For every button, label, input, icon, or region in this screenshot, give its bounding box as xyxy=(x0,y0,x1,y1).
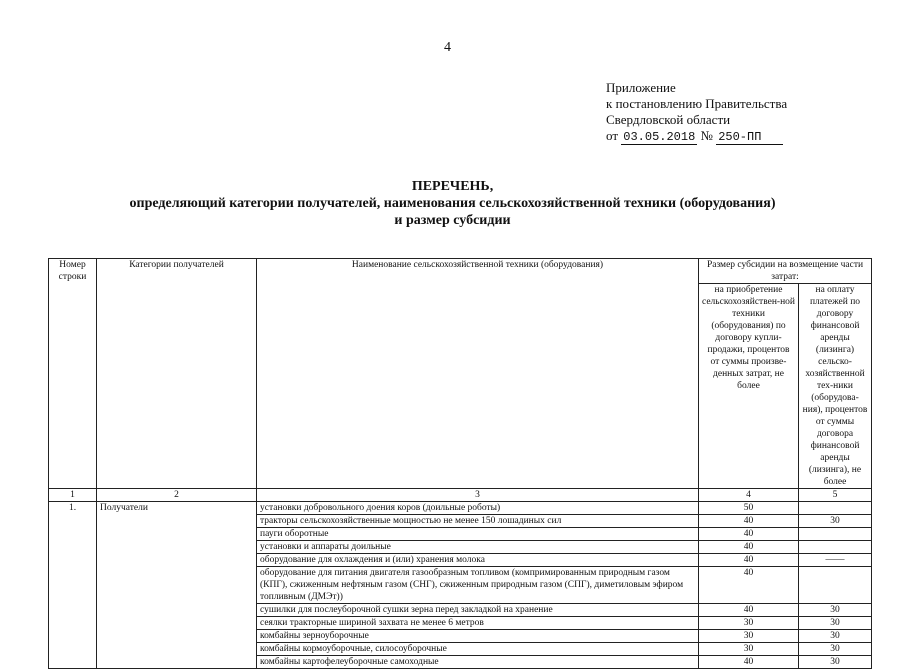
column-number: 4 xyxy=(699,489,799,502)
column-number: 1 xyxy=(49,489,97,502)
title-line-1: ПЕРЕЧЕНЬ, xyxy=(411,179,494,194)
category-cell: Получатели xyxy=(97,502,257,669)
header-row-number: Номер строки xyxy=(49,259,97,489)
column-number: 2 xyxy=(97,489,257,502)
number-label: № xyxy=(700,128,713,143)
purchase-value: 30 xyxy=(699,630,799,643)
equipment-cell: установки добровольного доения коров (доильные роботы) xyxy=(257,502,699,515)
decree-date: 03.05.2018 xyxy=(623,130,696,144)
appendix-decree: к постановлению Правительства xyxy=(606,96,788,111)
leasing-value xyxy=(799,567,872,604)
leasing-value: —— xyxy=(799,554,872,567)
header-categories: Категории получателей xyxy=(97,259,257,489)
row-number-cell: 1. xyxy=(49,502,97,669)
purchase-value: 50 xyxy=(699,502,799,515)
leasing-value xyxy=(799,541,872,554)
title-line-3: и размер субсидии xyxy=(394,213,511,228)
purchase-value: 40 xyxy=(699,554,799,567)
leasing-value: 30 xyxy=(799,630,872,643)
leasing-value: 30 xyxy=(799,617,872,630)
appendix-region: Свердловской области xyxy=(606,112,731,127)
document-title xyxy=(60,178,845,229)
header-leasing: на оплату платежей по договору финансовой аренды (лизинга) сельско-хозяйственной тех-ники (оборудова-ния), процентов от суммы договора финансовой аренды (лизинга), не более xyxy=(799,284,872,489)
from-label: от xyxy=(606,128,619,143)
column-number: 5 xyxy=(799,489,872,502)
header-subsidy: Размер субсидии на возмещение части затрат: xyxy=(699,259,872,284)
equipment-cell: сушилки для послеуборочной сушки зерна перед закладкой на хранение xyxy=(257,604,699,617)
column-number-row xyxy=(49,489,872,502)
purchase-value: 40 xyxy=(699,604,799,617)
decree-date-number xyxy=(606,128,787,145)
leasing-value xyxy=(799,502,872,515)
equipment-cell: комбайны кормоуборочные, силосоуборочные xyxy=(257,643,699,656)
equipment-cell: тракторы сельскохозяйственные мощностью не менее 150 лошадиных сил xyxy=(257,515,699,528)
purchase-value: 40 xyxy=(699,656,799,669)
purchase-value: 40 xyxy=(699,541,799,554)
decree-number: 250-ПП xyxy=(716,130,783,145)
leasing-value: 30 xyxy=(799,515,872,528)
leasing-value: 30 xyxy=(799,643,872,656)
column-number: 3 xyxy=(257,489,699,502)
header-row xyxy=(49,259,872,284)
equipment-cell: пауги оборотные xyxy=(257,528,699,541)
leasing-value: 30 xyxy=(799,604,872,617)
title-line-2: определяющий категории получателей, наименования сельскохозяйственной техники (оборудования) xyxy=(129,196,776,211)
page-number: 4 xyxy=(444,40,451,55)
leasing-value: 30 xyxy=(799,656,872,669)
equipment-cell: сеялки тракторные шириной захвата не менее 6 метров xyxy=(257,617,699,630)
table-row xyxy=(49,502,872,515)
purchase-value: 40 xyxy=(699,515,799,528)
header-purchase: на приобретение сельскохозяйствен-ной техники (оборудования) по договору купли-продажи, процентов от суммы произве-денных затрат, не более xyxy=(699,284,799,489)
equipment-cell: комбайны картофелеуборочные самоходные xyxy=(257,656,699,669)
purchase-value: 40 xyxy=(699,567,799,604)
equipment-cell: оборудование для охлаждения и (или) хранения молока xyxy=(257,554,699,567)
equipment-cell: комбайны зерноуборочные xyxy=(257,630,699,643)
equipment-cell: установки и аппараты доильные xyxy=(257,541,699,554)
header-equipment: Наименование сельскохозяйственной техники (оборудования) xyxy=(257,259,699,489)
appendix-title: Приложение xyxy=(606,80,676,95)
purchase-value: 30 xyxy=(699,643,799,656)
equipment-cell: оборудование для питания двигателя газообразным топливом (компримированным природным газом (КПГ), сжиженным нефтяным газом (СНГ), сжиженным природным газом (СПГ), диметиловым эфиром топливным (ДМЭт)) xyxy=(257,567,699,604)
subsidy-table xyxy=(48,258,872,669)
leasing-value xyxy=(799,528,872,541)
appendix-block xyxy=(606,80,787,145)
purchase-value: 40 xyxy=(699,528,799,541)
purchase-value: 30 xyxy=(699,617,799,630)
